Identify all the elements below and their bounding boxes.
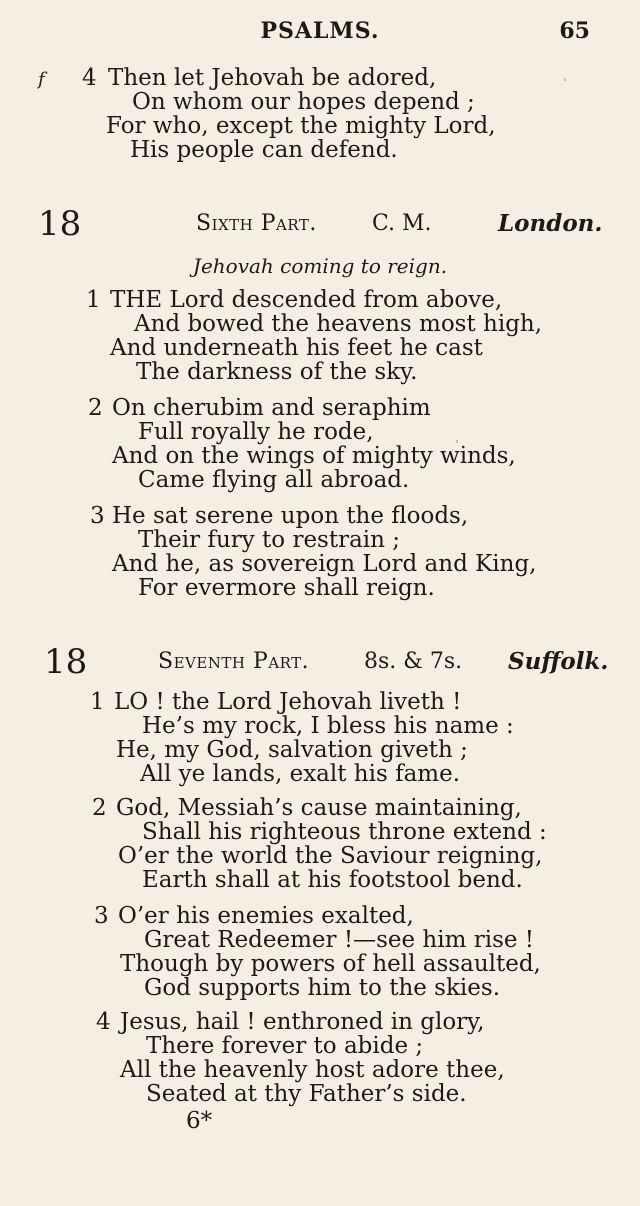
verse-line: Though by powers of hell assaulted,: [120, 951, 541, 977]
paper-speck: [564, 78, 566, 81]
verse-line: Their fury to restrain ;: [138, 527, 401, 553]
verse-line: All ye lands, exalt his fame.: [140, 761, 461, 787]
metre: 8s. & 7s.: [364, 649, 463, 674]
verse-line: O’er his enemies exalted,: [118, 903, 414, 929]
verse-line: His people can defend.: [130, 137, 398, 163]
verse-line: He’s my rock, I bless his name :: [142, 713, 514, 739]
verse-line: On cherubim and seraphim: [112, 395, 431, 421]
verse-line: He, my God, salvation giveth ;: [116, 737, 468, 763]
verse-line: For who, except the mighty Lord,: [106, 113, 496, 139]
verse-line: On whom our hopes depend ;: [132, 89, 475, 115]
stanza-number: 1: [86, 287, 101, 313]
verse-line: God, Messiah’s cause maintaining,: [116, 795, 522, 821]
verse-line: Then let Jehovah be adored,: [108, 65, 437, 91]
signature-mark: 6*: [186, 1108, 213, 1134]
verse-line: Full royally he rode,: [138, 419, 374, 445]
verse-line: And bowed the heavens most high,: [134, 311, 543, 337]
hymn-heading: [0, 204, 640, 244]
verse-line: God supports him to the skies.: [144, 975, 501, 1001]
verse-line: And he, as sovereign Lord and King,: [112, 551, 537, 577]
stanza-number: 3: [90, 503, 105, 529]
verse-line: All the heavenly host adore thee,: [120, 1057, 505, 1083]
verse-line: LO ! the Lord Jehovah liveth !: [114, 689, 462, 715]
verse-line: Shall his righteous throne extend :: [142, 819, 547, 845]
stanza-number: 3: [94, 903, 109, 929]
paper-speck: [456, 440, 458, 443]
verse-line: And on the wings of mighty winds,: [112, 443, 516, 469]
verse-line: Jesus, hail ! enthroned in glory,: [120, 1009, 485, 1035]
stanza-number: 2: [92, 795, 107, 821]
page-number: 65: [559, 18, 590, 44]
hymn-number: 18: [38, 204, 82, 244]
verse-line: He sat serene upon the floods,: [112, 503, 469, 529]
tune-name: London.: [498, 210, 603, 237]
stanza-number: 2: [88, 395, 103, 421]
stanza-number: 4: [82, 65, 97, 91]
part-title: Sixth Part.: [196, 211, 317, 236]
tune-name: Suffolk.: [508, 648, 609, 675]
verse-line: For evermore shall reign.: [138, 575, 435, 601]
verse-line: There forever to abide ;: [146, 1033, 424, 1059]
verse-line: THE Lord descended from above,: [110, 287, 503, 313]
verse-line: The darkness of the sky.: [136, 359, 418, 385]
dynamic-mark: f: [38, 69, 45, 90]
verse-line: Came flying all abroad.: [138, 467, 410, 493]
part-title: Seventh Part.: [158, 649, 310, 674]
metre: C. M.: [372, 211, 432, 236]
verse-line: O’er the world the Saviour reigning,: [118, 843, 543, 869]
verse-line: And underneath his feet he cast: [110, 335, 483, 361]
hymn-subtitle: Jehovah coming to reign.: [192, 254, 448, 278]
hymn-heading: [0, 642, 640, 682]
running-head: [0, 18, 640, 48]
verse-line: Earth shall at his footstool bend.: [142, 867, 523, 893]
verse-line: Great Redeemer !—see him rise !: [144, 927, 535, 953]
stanza-number: 4: [96, 1009, 111, 1035]
hymn-number: 18: [44, 642, 88, 682]
running-title: PSALMS.: [260, 18, 380, 44]
verse-line: Seated at thy Father’s side.: [146, 1081, 467, 1107]
stanza-number: 1: [90, 689, 105, 715]
